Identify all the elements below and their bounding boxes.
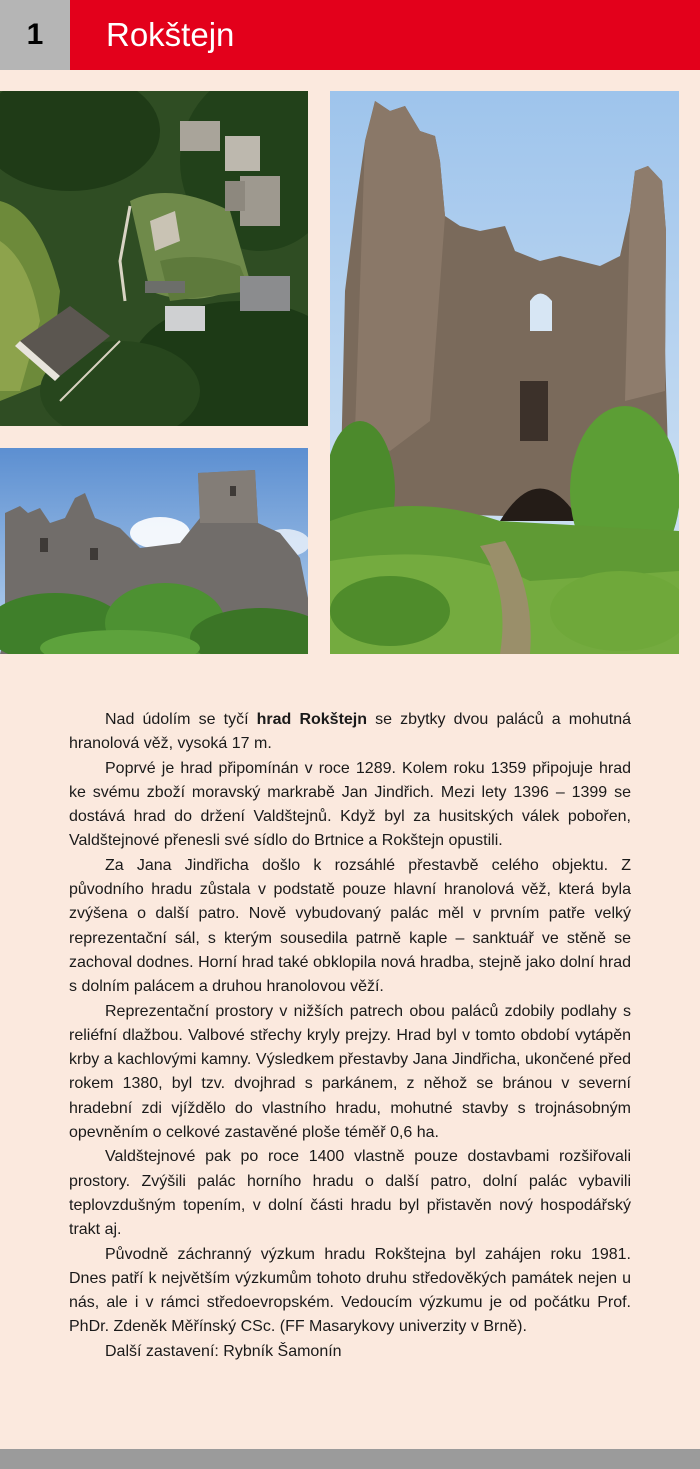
paragraph-valdstejn: Valdštejnové pak po roce 1400 vlastně pouze dostavbami rozšiřovali prostory. Zvýšili palác horního hradu o další patro, dolní palác vybavili teplovzdušným topením, v dolní části hradu byl přistavěn nový hospodářský trakt aj. — [69, 1148, 631, 1239]
paragraph-research: Původně záchranný výzkum hradu Rokštejna byl zahájen roku 1981. Dnes patří k největším výzkumům tohoto druhu středověkých památek nejen u nás, ale i v rámci středoevropském. Vedoucím výzkumu je od počátku Prof. PhDr. Zdeněk Měřínský CSc. (FF Masarykovy univerzity v Brně). — [69, 1245, 631, 1336]
footer-bar — [0, 1449, 700, 1469]
tower-photo-image — [330, 91, 679, 654]
paragraph-intro: Nad údolím se tyčí hrad Rokštejn se zbytky dvou paláců a mohutná hranolová věž, vysoká 17 m. — [69, 711, 632, 753]
aerial-photo-image — [0, 91, 308, 426]
paragraph-interiors: Reprezentační prostory v nižších patrech obou paláců zdobily podlahy s reliéfní dlažbou. Valbové střechy kryly prejzy. Hrad byl v tomto období vytápěn krby a kachlovými kamny. Výsledkem přestavby Jana Jindřicha, ukončené před rokem 1380, byl tzv. dvojhrad s parkánem, z něhož se bránou v severní hradební zdi vjíždělo do vlastního hradu, mohutné stavby s trojnásobným opevněním o celkové zastavěné ploše téměř 0,6 ha. — [69, 1002, 631, 1142]
paragraph-history: Poprvé je hrad připomínán v roce 1289. Kolem roku 1359 připojuje hrad ke svému zboží moravský markrabě Jan Jindřich. Mezi lety 1396 – 1399 se dostává hrad do držení Valdštejnů. Když byl za husitských válek pobořen, Valdštejnové přenesli své sídlo do Brtnice a Rokštejn opustili. — [69, 759, 631, 850]
page-title: Rokštejn — [106, 16, 235, 53]
stop-number: 1 — [0, 0, 70, 70]
ruins-photo-image — [0, 448, 308, 654]
article-body — [69, 708, 631, 1364]
tower-photo — [330, 91, 679, 654]
ruins-photo — [0, 448, 308, 654]
page-header — [0, 0, 700, 70]
aerial-photo — [0, 91, 308, 426]
castle-name: hrad Rokštejn — [256, 711, 368, 728]
next-stop: Další zastavení: Rybník Šamonín — [105, 1342, 342, 1360]
paragraph-reconstruction: Za Jana Jindřicha došlo k rozsáhlé přestavbě celého objektu. Z původního hradu zůstala v podstatě pouze hlavní hranolová věž, která byla zvýšena o další patro. Nově vybudovaný palác měl v prvním patře velký reprezentační sál, s kterým sousedila patrně kaple – sanktuář ve stěně se zachoval dodnes. Horní hrad také obklopila nová hradba, stejně jako dolní hrad s dolním palácem a druhou hranolovou věží. — [69, 856, 631, 996]
